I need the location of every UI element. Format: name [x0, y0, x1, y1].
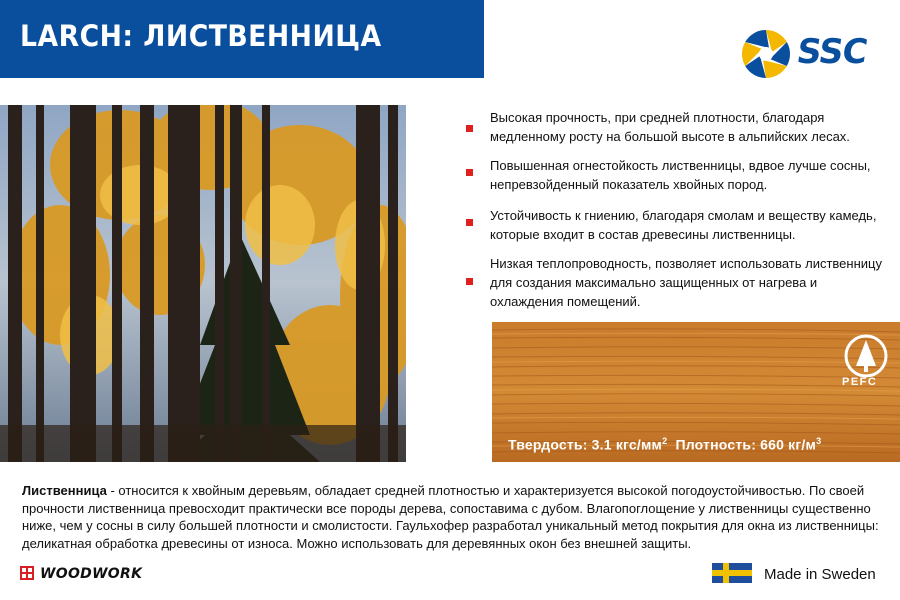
page-title: LARCH: ЛИСТВЕННИЦА	[20, 19, 382, 53]
forest-photo	[0, 105, 406, 462]
pefc-logo-text: PEFC	[842, 376, 878, 388]
hardness-exponent: 2	[662, 436, 668, 446]
red-square-icon	[466, 169, 473, 176]
feature-text: Низкая теплопроводность, позволяет использовать лиственницу для создания максимально защищенных от нагрева и охлаждения помещений.	[490, 256, 882, 309]
feature-text: Высокая прочность, при средней плотности, благодаря медленному росту на большой высоте в альпийских лесах.	[490, 110, 850, 144]
density-label: Плотность: 660 кг/м	[675, 436, 817, 453]
wood-properties-caption	[508, 436, 821, 453]
hardness-label: Твердость: 3.1 кгс/мм	[508, 436, 663, 453]
description-term: Лиственница	[22, 483, 107, 498]
made-in-label: Made in Sweden	[764, 566, 876, 583]
red-square-icon	[466, 219, 473, 226]
description-paragraph	[22, 482, 880, 552]
ssc-logo-text: SSC	[794, 32, 870, 72]
density-exponent: 3	[816, 436, 822, 446]
title-bar	[0, 0, 484, 78]
description-text: - относится к хвойным деревьям, обладает средней плотностью и характеризуется высокой погодоустойчивостью. По своей прочности лиственница превосходит практически все породы дерева, сопоставима с дубом. Влагопоглощение у лиственницы существенно ниже, чем у сосны в силу большей плотности и смолистости. Гаульхофер разработал уникальный метод покрытия для окна из лиственницы: деликатная обработка древесины от износа. Можно использовать для деревянных окон без внешней защиты.	[22, 483, 879, 551]
sweden-flag-icon	[712, 563, 752, 583]
red-square-icon	[466, 278, 473, 285]
woodwork-window-logo-icon	[20, 566, 34, 580]
woodwork-brand: WOODWORK	[40, 566, 143, 582]
feature-text: Повышенная огнестойкость лиственницы, вдвое лучше сосны, непревзойденный показатель хвойных пород.	[490, 158, 871, 192]
feature-text: Устойчивость к гниению, благодаря смолам и веществу камедь, которые входит в состав древесины лиственницы.	[490, 208, 877, 242]
red-square-icon	[466, 125, 473, 132]
